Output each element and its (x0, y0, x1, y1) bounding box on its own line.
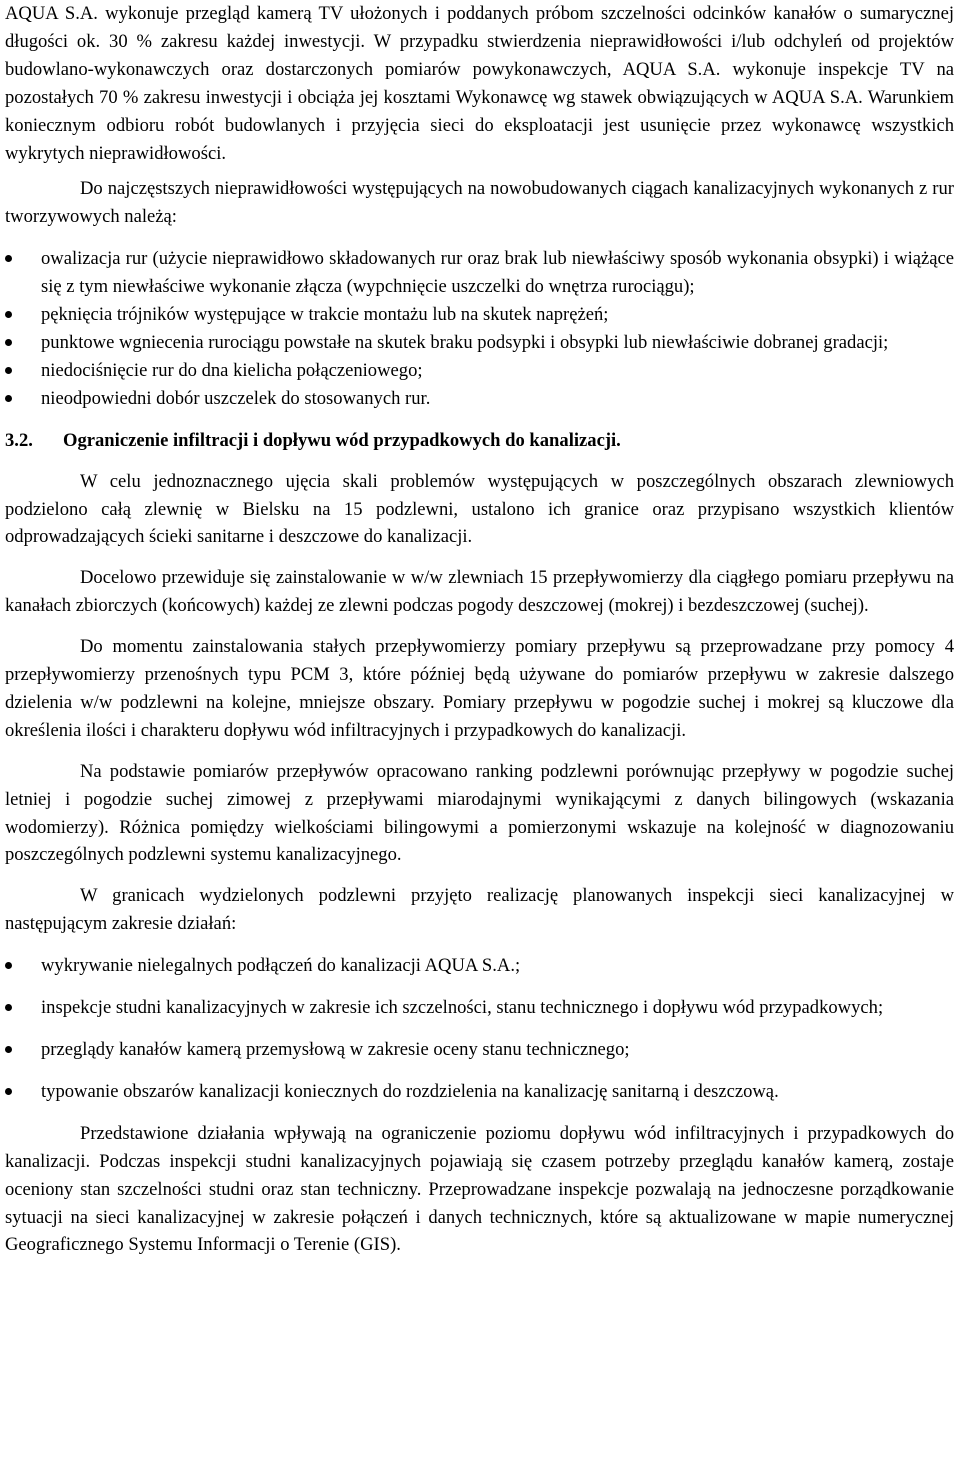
list-item-text: pęknięcia trójników występujące w trakcie montażu lub na skutek naprężeń; (41, 304, 609, 326)
list-item (5, 357, 954, 385)
irregularities-list (5, 245, 954, 412)
list-item-text: wykrywanie nielegalnych podłączeń do kanalizacji AQUA S.A.; (41, 955, 521, 977)
body-paragraph: Do momentu zainstalowania stałych przepływomierzy pomiary przepływu są przeprowadzane przy pomocy 4 przepływomierzy przenośnych typu PCM 3, które później będą używane do pomiarów przepływu w zakresie dalszego dzielenia w/w podzlewni na kolejne, mniejsze obszary. Pomiary przepływu w pogodzie suchej i mokrej są kluczowe dla określenia ilości i charakteru dopływu wód infiltracyjnych i przypadkowych do kanalizacji. (5, 636, 954, 741)
list-item (5, 1036, 954, 1064)
bullet-icon (5, 311, 12, 318)
list-item-text: przeglądy kanałów kamerą przemysłową w zakresie oceny stanu technicznego; (41, 1039, 630, 1060)
list-item (5, 329, 954, 357)
list-item-text: owalizacja rur (użycie nieprawidłowo składowanych rur oraz brak lub niewłaściwy sposób wykonania obsypki) i wiążące się z tym niewłaściwe wykonanie złącza (wypchnięcie uszczelki do wnętrza rurociągu); (41, 248, 954, 298)
list-item-text: typowanie obszarów kanalizacji koniecznych do rozdzielenia na kanalizację sanitarną i deszczową. (41, 1080, 779, 1102)
list-item-text: punktowe wgniecenia rurociągu powstałe na skutek braku podsypki i obsypki lub niewłaściwie dobranej gradacji; (41, 331, 889, 353)
bullet-icon (5, 367, 12, 374)
bullet-icon (5, 255, 12, 262)
body-paragraph: Na podstawie pomiarów przepływów opracowano ranking podzlewni porównując przepływy w pogodzie suchej letniej i pogodzie suchej zimowej z przepływami miarodajnymi wynikającymi z danych bilingowych (wskazania wodomierzy). Różnica pomiędzy wielkościami bilingowymi a pomierzonymi wskazuje na kolejność w diagnozowaniu poszczególnych podzlewni systemu kanalizacyjnego. (5, 760, 954, 866)
list-item (5, 301, 954, 329)
bullet-icon (5, 962, 12, 969)
section-heading (5, 427, 954, 455)
actions-list (5, 952, 954, 1106)
bullet-icon (5, 339, 12, 346)
closing-paragraph: Przedstawione działania wpływają na ograniczenie poziomu dopływu wód infiltracyjnych i przypadkowych do kanalizacji. Podczas inspekcji studni kanalizacyjnych pojawiają się czasem potrzeby przeglądu kanałów kamerą, zostaje oceniony stan szczelności studni oraz stan techniczny. Przeprowadzane inspekcje pozwalają na jednoczesne porządkowanie sytuacji na sieci kanalizacyjnej w zakresie połączeń i danych technicznych, które są aktualizowane w mapie numerycznej Geograficznego Systemu Informacji o Terenie (GIS). (5, 1122, 954, 1256)
list-item-text: niedociśnięcie rur do dna kielicha połączeniowego; (41, 359, 423, 381)
body-paragraph: W celu jednoznacznego ujęcia skali problemów występujących w poszczególnych obszarach zlewniowych podzielono całą zlewnię w Bielsku na 15 podzlewni, ustalono ich granice oraz przypisano wszystkich klientów odprowadzających ścieki sanitarne i deszczowe do kanalizacji. (5, 470, 954, 548)
irregularities-intro: Do najczęstszych nieprawidłowości występujących na nowobudowanych ciągach kanalizacyjnych wykonanych z rur tworzywowych należą: (5, 178, 954, 228)
list-item-text: nieodpowiedni dobór uszczelek do stosowanych rur. (41, 387, 431, 409)
bullet-icon (5, 395, 12, 402)
intro-paragraph: AQUA S.A. wykonuje przegląd kamerą TV ułożonych i poddanych próbom szczelności odcinków kanałów o sumarycznej długości ok. 30 % zakresu każdej inwestycji. W przypadku stwierdzenia nieprawidłowości i/lub odchyleń od projektów budowlano-wykonawczych oraz dostarczonych pomiarów powykonawczych, AQUA S.A. wykonuje inspekcje TV na pozostałych 70 % zakresu inwestycji i obciąża jej kosztami Wykonawcę wg stawek obwiązujących w AQUA S.A. Warunkiem koniecznym odbioru robót budowlanych i przyjęcia sieci do eksploatacji jest usunięcie przez wykonawcę wszystkich wykrytych nieprawidłowości. (5, 3, 954, 164)
list-item-text: inspekcje studni kanalizacyjnych w zakresie ich szczelności, stanu technicznego i dopływu wód przypadkowych; (41, 997, 884, 1019)
bullet-icon (5, 1004, 12, 1011)
body-paragraph: Docelowo przewiduje się zainstalowanie w w/w zlewniach 15 przepływomierzy dla ciągłego pomiaru przepływu na kanałach zbiorczych (końcowych) każdej ze zlewni podczas pogody deszczowej (mokrej) i bezdeszczowej (suchej). (5, 567, 954, 617)
bullet-icon (5, 1088, 12, 1095)
bullet-icon (5, 1046, 12, 1053)
body-paragraph: W granicach wydzielonych podzlewni przyjęto realizację planowanych inspekcji sieci kanalizacyjnej w następującym zakresie działań: (5, 885, 954, 935)
section-title: Ograniczenie infiltracji i dopływu wód przypadkowych do kanalizacji. (63, 429, 621, 451)
list-item (5, 952, 954, 980)
list-item (5, 385, 954, 413)
list-item (5, 994, 954, 1022)
section-number: 3.2. (5, 429, 33, 451)
list-item (5, 245, 954, 301)
list-item (5, 1078, 954, 1106)
